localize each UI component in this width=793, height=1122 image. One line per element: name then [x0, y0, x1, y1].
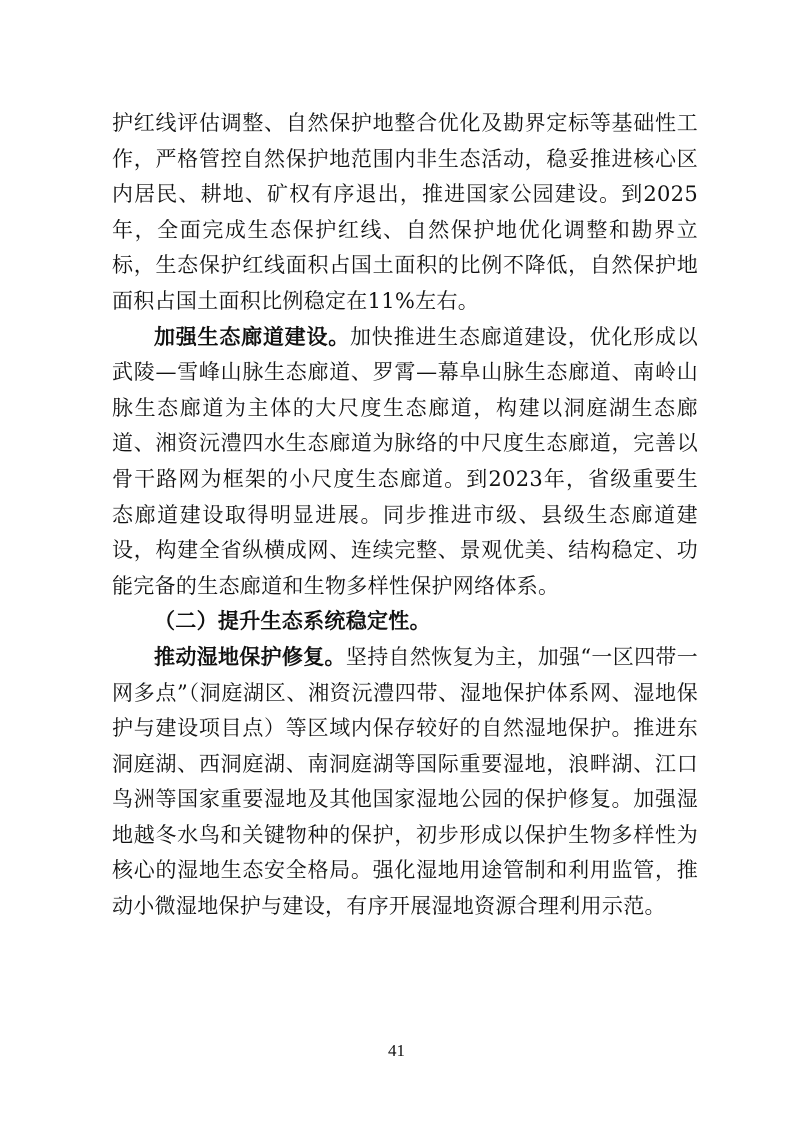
page-number: 41 — [388, 1041, 405, 1060]
paragraph-red-line-continuation — [112, 106, 698, 320]
paragraph-text: 加快推进生态廊道建设，优化形成以武陵—雪峰山脉生态廊道、罗霄—幕阜山脉生态廊道、南岭山脉生态廊道为主体的大尺度生态廊道，构建以洞庭湖生态廊道、湘资沅澧四水生态廊道为脉络的中尺度生态廊道，完善以骨干路网为框架的小尺度生态廊道。到2023年，省级重要生态廊道建设取得明显进展。同步推进市级、县级生态廊道建设，构建全省纵横成网、连续完整、景观优美、结构稳定、功能完备的生态廊道和生物多样性保护网络体系。 — [112, 324, 698, 598]
paragraph-ecological-corridor — [112, 320, 698, 605]
paragraph-lead-title: 加强生态廊道建设。 — [154, 324, 351, 349]
paragraph-text: 护红线评估调整、自然保护地整合优化及勘界定标等基础性工作，严格管控自然保护地范围内非生态活动，稳妥推进核心区内居民、耕地、矿权有序退出，推进国家公园建设。到2025年，全面完成生态保护红线、自然保护地优化调整和勘界立标，生态保护红线面积占国土面积的比例不降低，自然保护地面积占国土面积比例稳定在11%左右。 — [112, 111, 698, 313]
paragraph-wetland-protection — [112, 640, 698, 925]
paragraph-lead-title: 推动湿地保护修复。 — [154, 644, 346, 669]
document-body — [112, 106, 698, 925]
section-heading: （二）提升生态系统稳定性。 — [154, 609, 431, 634]
paragraph-text: 坚持自然恢复为主，加强“一区四带一网多点”（洞庭湖区、湘资沅澧四带、湿地保护体系网、湿地保护与建设项目点）等区域内保存较好的自然湿地保护。推进东洞庭湖、西洞庭湖、南洞庭湖等国际重要湿地，浪畔湖、江口鸟洲等国家重要湿地及其他国家湿地公园的保护修复。加强湿地越冬水鸟和关键物种的保护，初步形成以保护生物多样性为核心的湿地生态安全格局。强化湿地用途管制和利用监管，推动小微湿地保护与建设，有序开展湿地资源合理利用示范。 — [112, 644, 698, 919]
